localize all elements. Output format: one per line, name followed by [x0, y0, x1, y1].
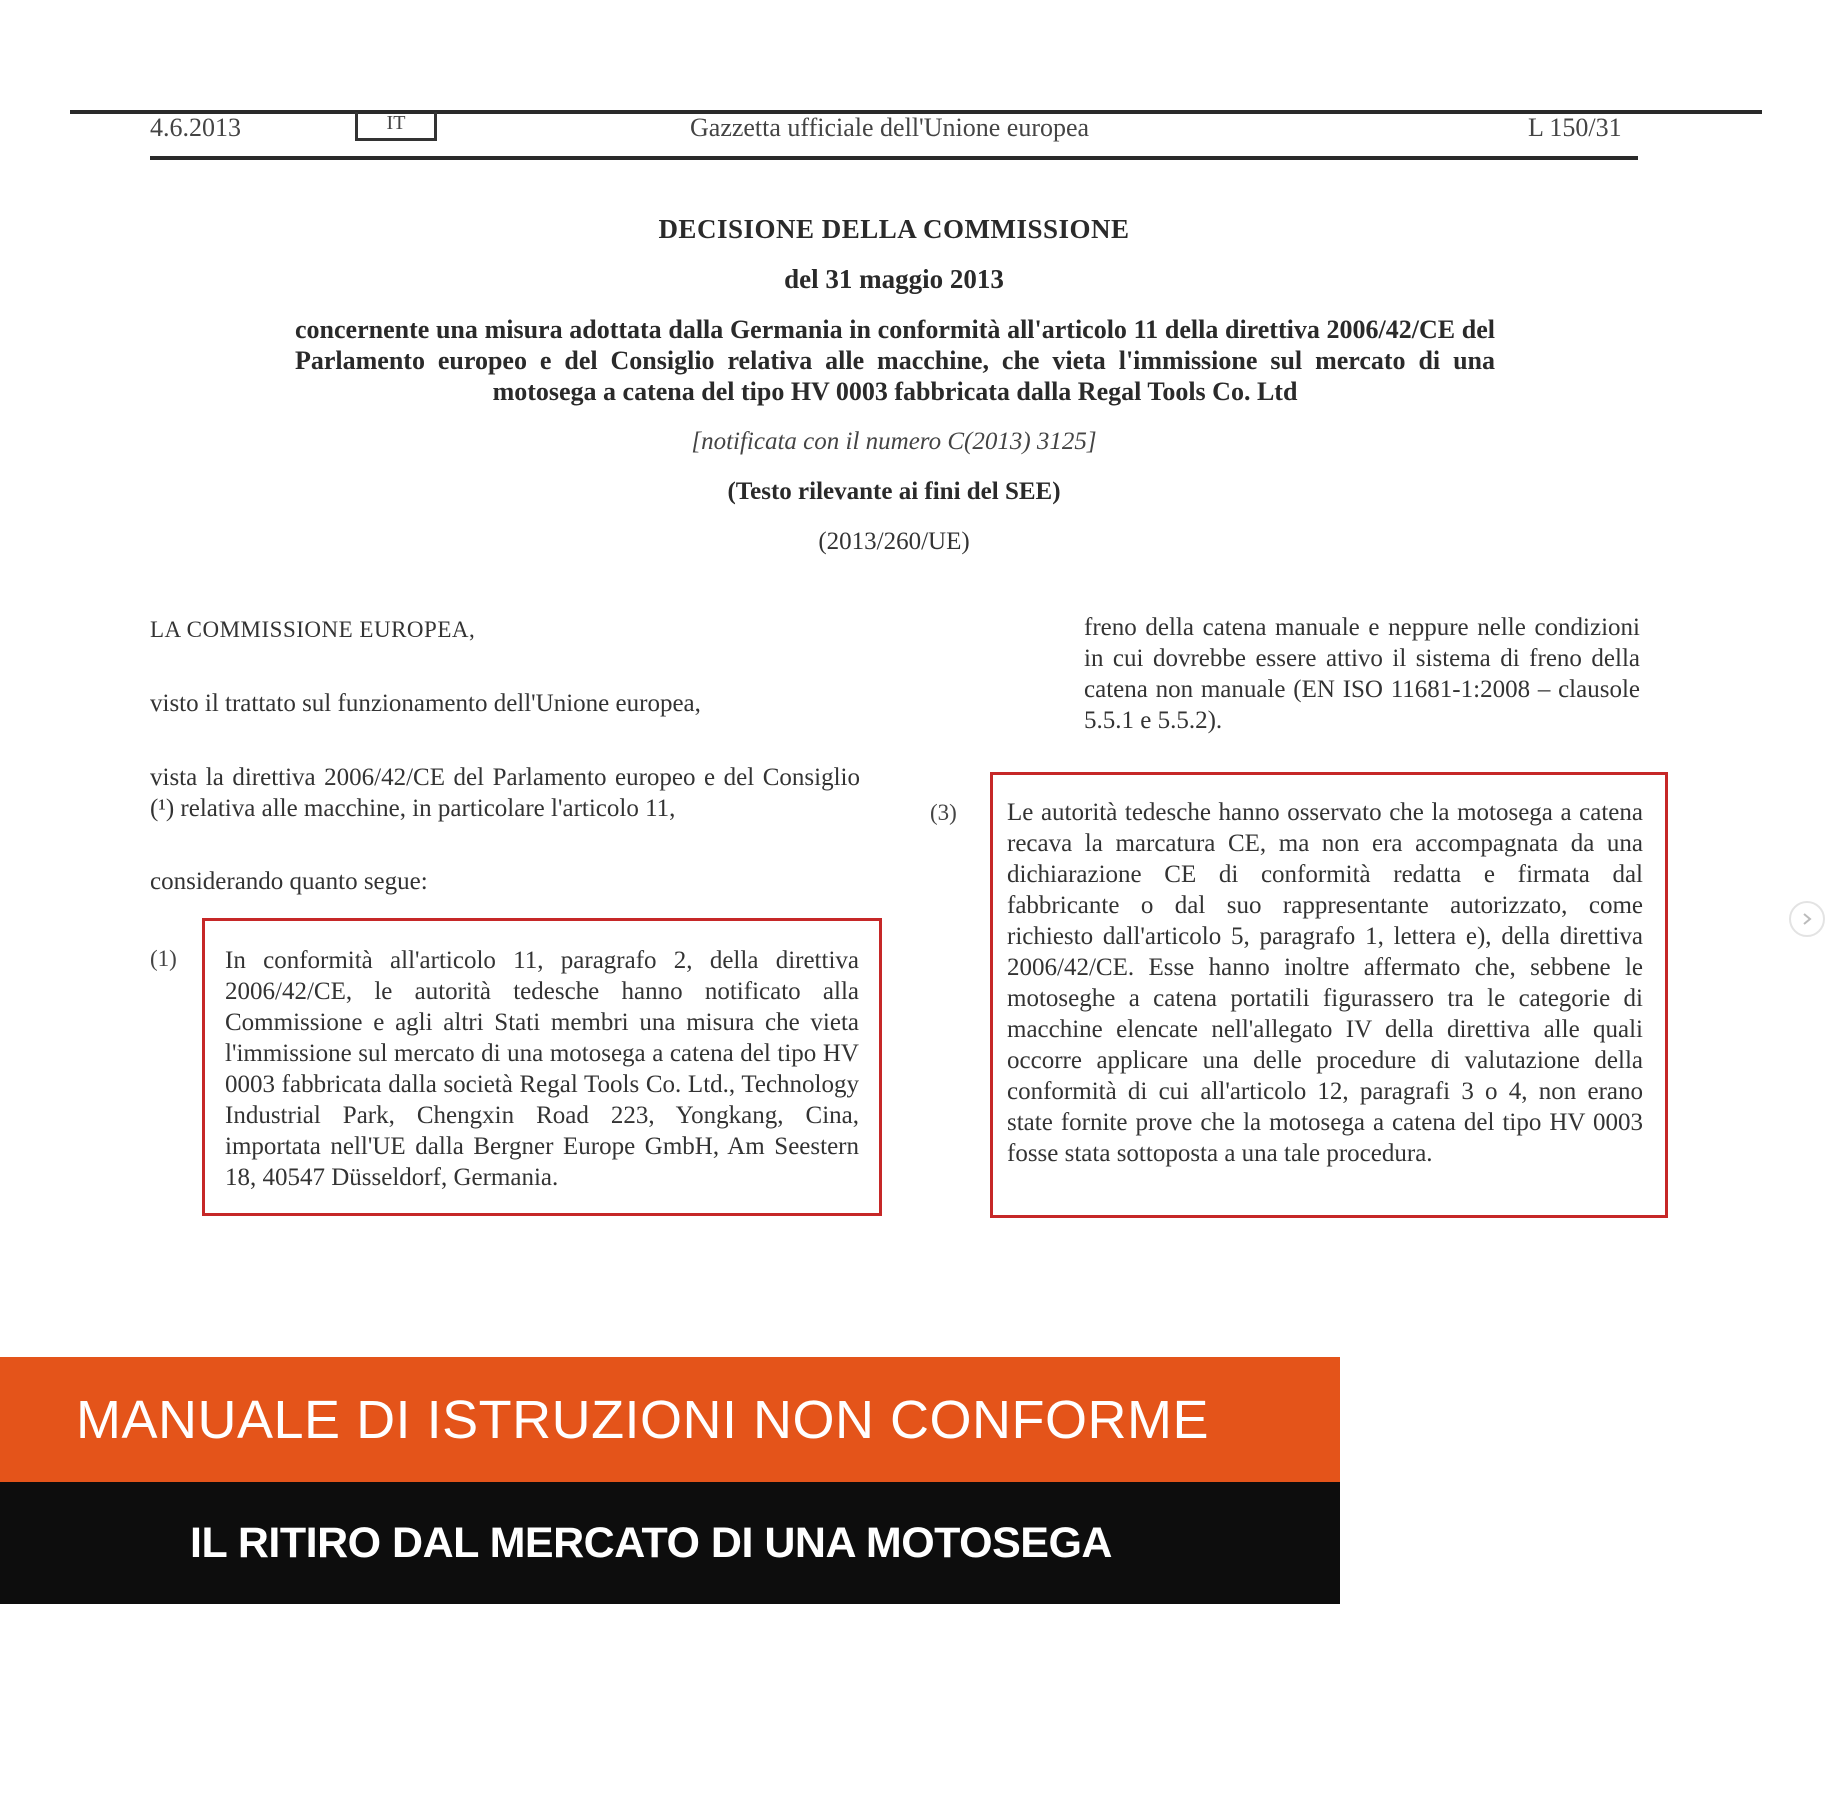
- header-rule: [150, 156, 1638, 160]
- carousel-next-button[interactable]: [1789, 901, 1825, 937]
- header-page-ref: L 150/31: [1528, 113, 1622, 142]
- recital-2-continuation: freno della catena manuale e neppure nelle condizioni in cui dovrebbe essere attivo il sistema di freno della catena non manuale (EN ISO 11681-1:2008 – clausole 5.5.1 e 5.5.2).: [1084, 614, 1640, 734]
- citation-treaty: visto il trattato sul funzionamento dell'Unione europea,: [150, 690, 701, 717]
- decision-date: del 31 maggio 2013: [784, 264, 1004, 294]
- recital-3-highlight-box: [990, 772, 1668, 1218]
- decision-notification: [notificata con il numero C(2013) 3125]: [691, 428, 1097, 455]
- header-date: 4.6.2013: [150, 113, 241, 142]
- subheadline-text: IL RITIRO DAL MERCATO DI UNA MOTOSEGA: [190, 1518, 1112, 1567]
- decision-subject: concernente una misura adottata dalla Germania in conformità all'articolo 11 della direttiva 2006/42/CE del Parlamento europeo e del Consiglio relativa alle macchine, che vieta l'immissione sul mercato di una motosega a catena del tipo HV 0003 fabbricata dalla Regal Tools Co. Ltd: [295, 315, 1495, 406]
- headline-text: MANUALE DI ISTRUZIONI NON CONFORME: [76, 1389, 1210, 1450]
- citation-directive: vista la direttiva 2006/42/CE del Parlamento europeo e del Consiglio (¹) relativa alle macchine, in particolare l'articolo 11,: [150, 764, 860, 822]
- decision-number: (2013/260/UE): [818, 528, 970, 555]
- headline-banner: [0, 1357, 1340, 1482]
- decision-title: DECISIONE DELLA COMMISSIONE: [658, 214, 1130, 244]
- recital-3-number: (3): [930, 800, 957, 825]
- subheadline-banner: [0, 1482, 1340, 1604]
- recital-1-highlight-box: [202, 918, 882, 1216]
- recital-1-number: (1): [150, 946, 177, 971]
- chevron-right-icon: [1800, 912, 1814, 926]
- recital-3-text: Le autorità tedesche hanno osservato che la motosega a catena recava la marcatura CE, ma non era accompagnata da una dichiarazione CE di conformità redatta e firmata dal fabbricante o dal suo rappresentante autorizzato, come richiesto dall'articolo 5, paragrafo 1, lettera e), della direttiva 2006/42/CE. Esse hanno inoltre affermato che, sebbene le motoseghe a catena portatili figurassero tra le categorie di macchine elencate nell'allegato IV della direttiva alle quali occorre applicare una delle procedure di valutazione della conformità di cui all'articolo 12, paragrafi 3 o 4, non erano state fornite prove che la motosega a catena del tipo HV 0003 fosse stata sottoposta a una tale procedura.: [1007, 799, 1643, 1167]
- recital-1-text: In conformità all'articolo 11, paragrafo 2, della direttiva 2006/42/CE, le autorità tedesche hanno notificato alla Commissione e agli altri Stati membri una misura che vieta l'immissione sul mercato di una motosega a catena del tipo HV 0003 fabbricata dalla società Regal Tools Co. Ltd., Technology Industrial Park, Chengxin Road 223, Yongkang, Cina, importata nell'UE dalla Bergner Europe GmbH, Am Seestern 18, 40547 Düsseldorf, Germania.: [225, 947, 859, 1191]
- decision-eea-note: (Testo rilevante ai fini del SEE): [727, 478, 1061, 505]
- commission-heading: LA COMMISSIONE EUROPEA,: [150, 617, 476, 642]
- header-language: IT: [355, 112, 437, 141]
- header-journal: Gazzetta ufficiale dell'Unione europea: [690, 113, 1090, 142]
- whereas-intro: considerando quanto segue:: [150, 868, 428, 895]
